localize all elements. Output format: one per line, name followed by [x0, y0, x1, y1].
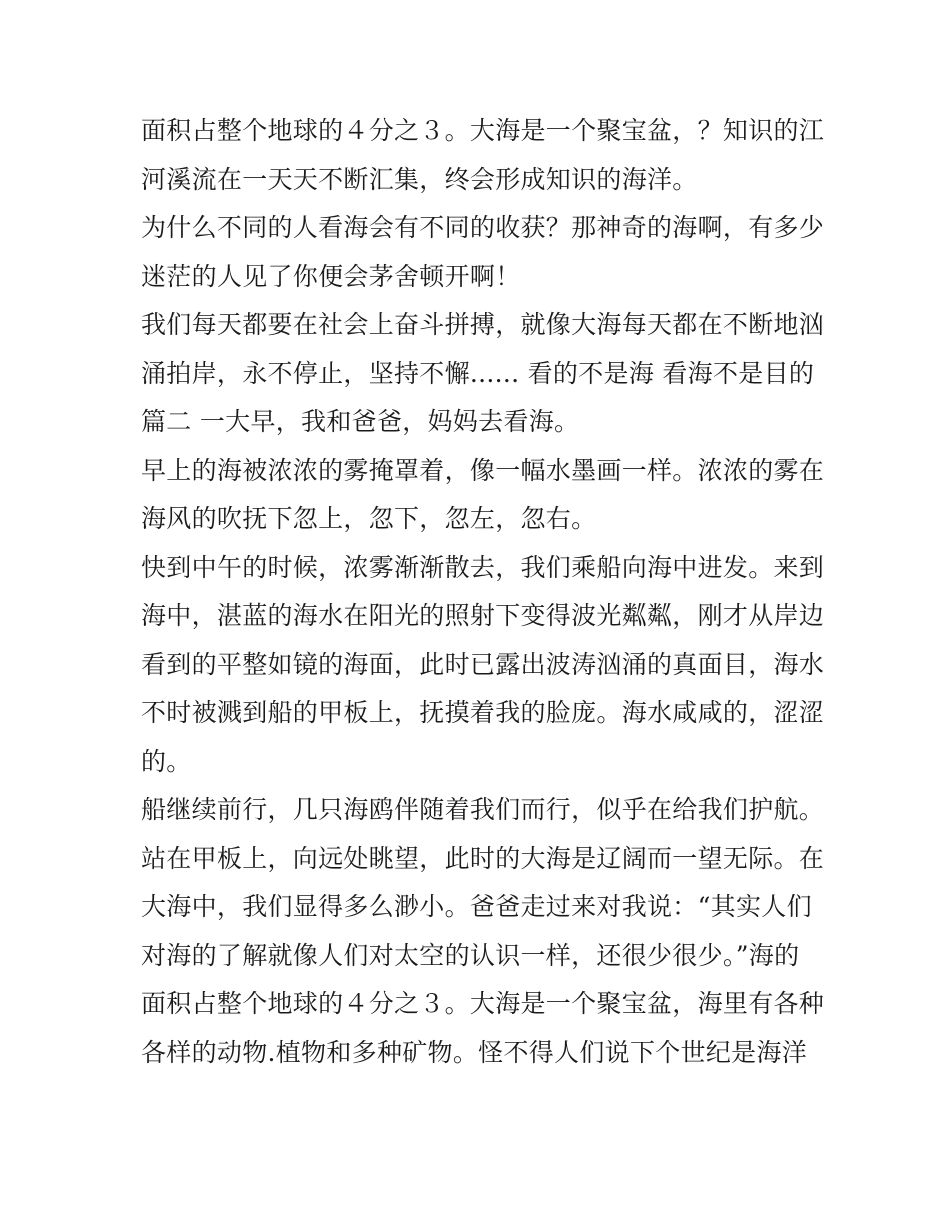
text-line: 对海的了解就像人们对太空的认识一样，还很少很少。”海的: [141, 940, 800, 970]
text-line: 我们每天都要在社会上奋斗拼搏，就像大海每天都在不断地汹: [141, 310, 825, 339]
text-line: 看到的平整如镜的海面，此时已露出波涛汹涌的真面目，海水: [141, 649, 825, 679]
text-line: 海中，湛蓝的海水在阳光的照射下变得波光粼粼，刚才从岸边: [141, 601, 825, 630]
text-line: 迷茫的人见了你便会茅舍顿开啊！: [141, 261, 521, 291]
text-line: 河溪流在一天天不断汇集，终会形成知识的海洋。: [141, 164, 698, 194]
text-line: 面积占整个地球的４分之３。大海是一个聚宝盆，海里有各种: [141, 989, 825, 1018]
text-line: 海风的吹抚下忽上，忽下，忽左，忽右。: [141, 504, 597, 533]
text-line: 早上的海被浓浓的雾掩罩着，像一幅水墨画一样。浓浓的雾在: [141, 455, 825, 485]
text-line: 快到中午的时候，浓雾渐渐散去，我们乘船向海中进发。来到: [141, 552, 825, 582]
document-body: [141, 107, 825, 1077]
text-line: 不时被溅到船的甲板上，抚摸着我的脸庞。海水咸咸的，涩涩: [141, 698, 825, 727]
text-line: 站在甲板上，向远处眺望，此时的大海是辽阔而一望无际。在: [141, 843, 825, 873]
text-line: 篇二 一大早，我和爸爸，妈妈去看海。: [141, 407, 580, 436]
text-line: 各样的动物.植物和多种矿物。怪不得人们说下个世纪是海洋: [141, 1037, 808, 1067]
text-line: 涌拍岸，永不停止，坚持不懈...... 看的不是海 看海不是目的: [141, 358, 815, 388]
text-line: 船继续前行，几只海鸥伴随着我们而行，似乎在给我们护航。: [141, 795, 825, 824]
text-line: 为什么不同的人看海会有不同的收获？那神奇的海啊，有多少: [141, 213, 825, 242]
text-line: 的。: [141, 746, 192, 776]
text-line: 面积占整个地球的４分之３。大海是一个聚宝盆，？知识的江: [141, 116, 825, 145]
text-line: 大海中，我们显得多么渺小。爸爸走过来对我说：“其实人们: [141, 892, 812, 921]
